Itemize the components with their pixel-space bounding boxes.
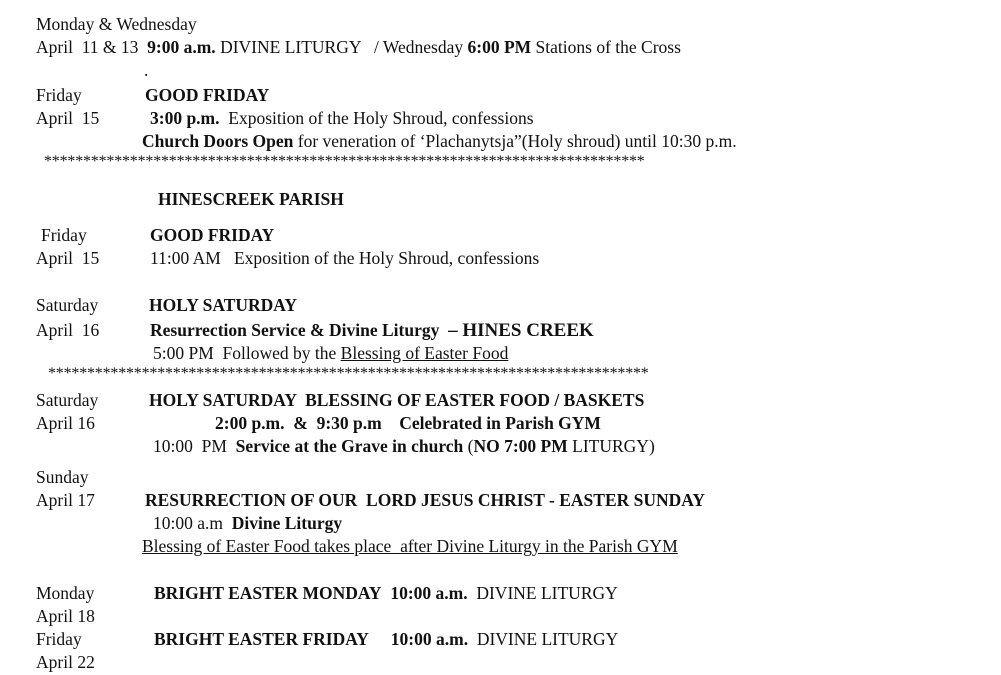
b5-gym: Celebrated in Parish GYM: [399, 413, 601, 433]
b8-title: BRIGHT EASTER FRIDAY: [154, 629, 369, 649]
b6-lit: Divine Liturgy: [231, 513, 343, 533]
b8-day: Friday: [36, 629, 82, 649]
b4-line: [150, 320, 594, 341]
b5-day: Saturday: [36, 390, 99, 410]
b4-service: Resurrection Service & Divine Liturgy: [150, 320, 440, 340]
b3-date: April 15: [36, 248, 100, 268]
b4-time: 5:00 PM: [153, 343, 214, 363]
b7-date: April 18: [36, 606, 95, 626]
b8-lit: DIVINE LITURGY: [476, 629, 619, 649]
b6-note: Blessing of Easter Food takes place after Divine Liturgy in the Parish GYM: [142, 536, 678, 556]
b4-location: – HINES CREEK: [448, 320, 594, 341]
b7-title: BRIGHT EASTER MONDAY: [154, 583, 382, 603]
b5-line: [215, 413, 601, 434]
b6-title: RESURRECTION OF OUR LORD JESUS CHRIST - EASTER SUNDAY: [145, 490, 705, 510]
b3-time: 11:00 AM: [150, 248, 221, 268]
b4-line2: [153, 343, 508, 364]
b3-desc: Exposition of the Holy Shroud, confessions: [233, 248, 540, 268]
b3-title: GOOD FRIDAY: [150, 225, 275, 245]
b4-blessing: Blessing of Easter Food: [340, 343, 509, 363]
b6-date: April 17: [36, 490, 95, 510]
b5-grave: Service at the Grave in church: [235, 436, 464, 456]
parish-heading: HINESCREEK PARISH: [158, 189, 344, 209]
b8-line: [154, 629, 618, 650]
b2-line: [150, 108, 534, 129]
divider-stars-1: *****************************************************************************: [44, 153, 645, 170]
b1-sep: / Wednesday: [373, 37, 464, 57]
divider-stars-2: *****************************************************************************: [48, 365, 649, 382]
b4-title: HOLY SATURDAY: [149, 295, 297, 315]
b4-date: April 16: [36, 320, 100, 340]
b6-line: [153, 513, 342, 534]
b1-time1: 9:00 a.m.: [147, 37, 216, 57]
b6-day: Sunday: [36, 467, 89, 487]
b1-evt2: Stations of the Cross: [535, 37, 681, 57]
b2-date: April 15: [36, 108, 100, 128]
b7-line: [154, 583, 618, 604]
b5-paren: (: [467, 436, 474, 456]
b1-line: [36, 37, 681, 58]
b5-time2: 10:00 PM: [153, 436, 227, 456]
b4-followed: Followed by the: [222, 343, 337, 363]
b1-date: April 11 & 13: [36, 37, 139, 57]
b5-litclose: LITURGY): [572, 436, 655, 456]
b2-time: 3:00 p.m.: [150, 108, 220, 128]
b4-day: Saturday: [36, 295, 99, 315]
b5-title: HOLY SATURDAY BLESSING OF EASTER FOOD / BASKETS: [149, 390, 645, 410]
b1-evt1: DIVINE LITURGY: [220, 37, 361, 57]
b8-time: 10:00 a.m.: [390, 629, 469, 649]
b2-desc: Exposition of the Holy Shroud, confessions: [228, 108, 534, 128]
b2-doors: Church Doors Open: [142, 131, 294, 151]
b7-lit: DIVINE LITURGY: [476, 583, 618, 603]
b5-times: 2:00 p.m. & 9:30 p.m: [215, 413, 382, 433]
b1-dot: .: [144, 60, 149, 80]
b6-time: 10:00 a.m: [153, 513, 223, 533]
b7-time: 10:00 a.m.: [390, 583, 468, 603]
b3-day: Friday: [41, 225, 87, 245]
b1-day: Monday & Wednesday: [36, 14, 197, 34]
b2-day: Friday: [36, 85, 82, 105]
b3-line: [150, 248, 539, 269]
b2-doors-line: [142, 131, 737, 152]
b1-time2: 6:00 PM: [467, 37, 532, 57]
b2-title: GOOD FRIDAY: [145, 85, 270, 105]
b5-date: April 16: [36, 413, 95, 433]
b2-doors-desc: for veneration of ‘Plachanytsja”(Holy shroud) until 10:30 p.m.: [297, 131, 737, 151]
b5-line2: [153, 436, 655, 457]
b5-nolit: NO 7:00 PM: [473, 436, 568, 456]
b7-day: Monday: [36, 583, 95, 603]
b8-date: April 22: [36, 652, 95, 672]
